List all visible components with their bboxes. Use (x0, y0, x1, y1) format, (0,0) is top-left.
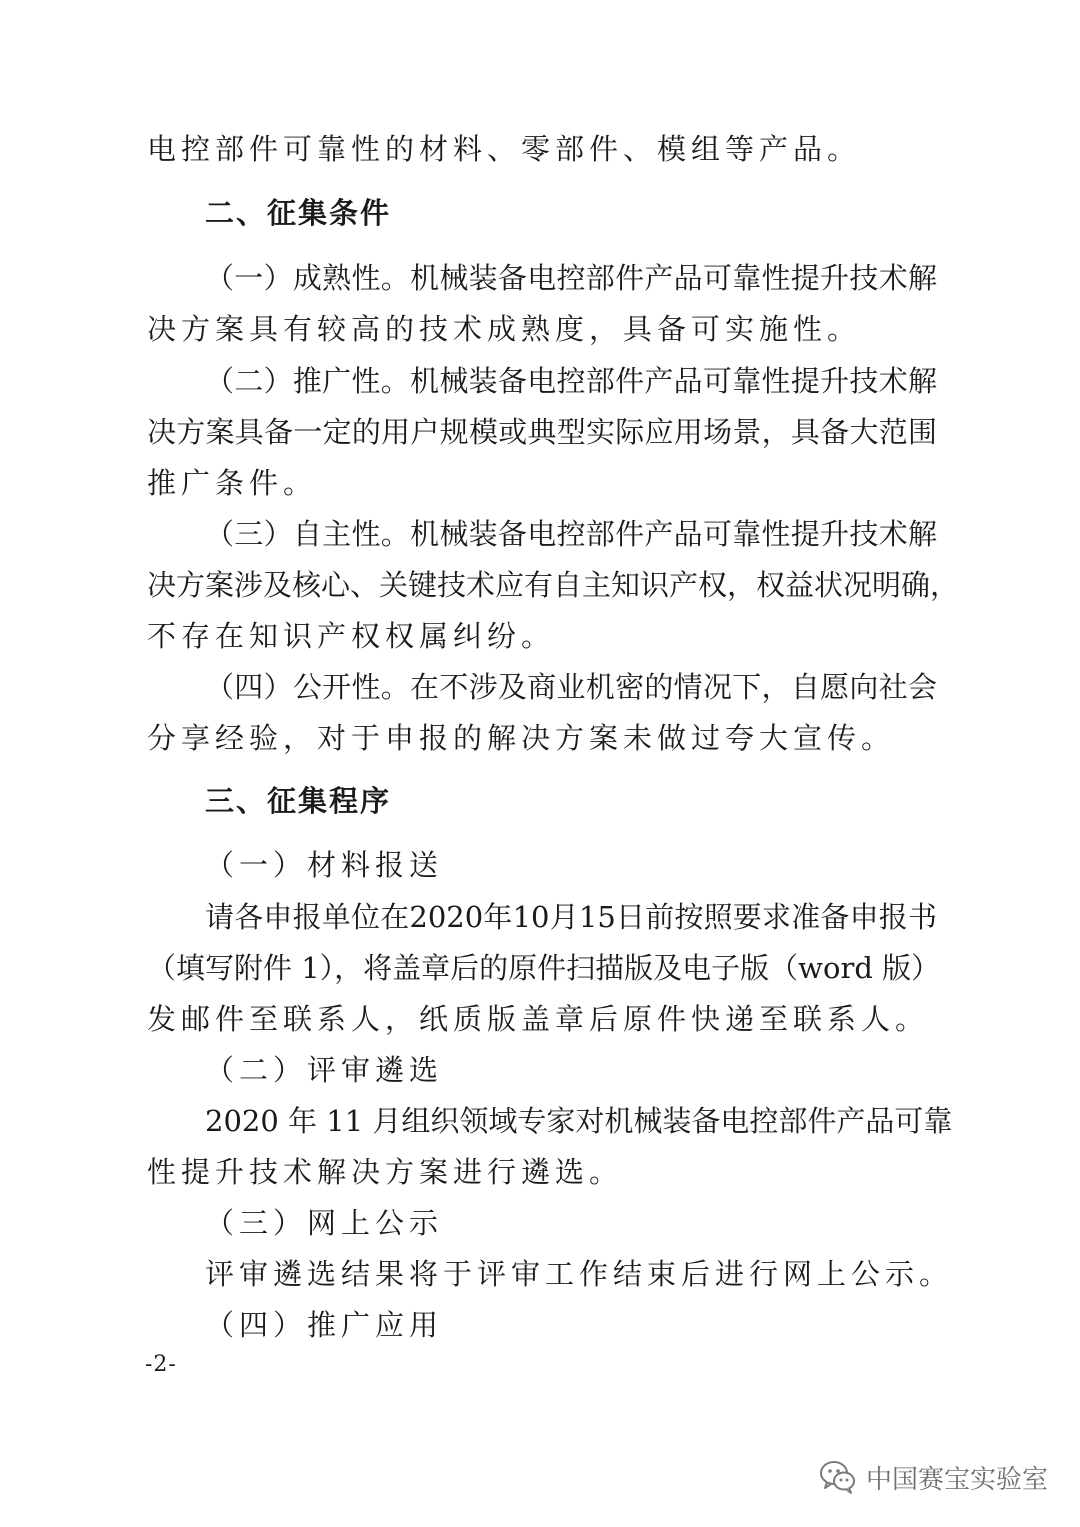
page-number: -2- (145, 1352, 177, 1377)
sub-heading: （一）材料报送 (205, 848, 444, 882)
section-heading: 三、征集程序 (205, 784, 392, 818)
text-line: 请各申报单位在2020年10月15日前按照要求准备申报书 (205, 900, 937, 934)
text-line: （三）自主性。机械装备电控部件产品可靠性提升技术解 (205, 517, 937, 551)
text-line: （一）成熟性。机械装备电控部件产品可靠性提升技术解 (205, 261, 937, 295)
wechat-icon (818, 1457, 858, 1497)
text-line: 电控部件可靠性的材料、零部件、模组等产品。 (147, 132, 862, 166)
text-line: 性提升技术解决方案进行遴选。 (147, 1155, 624, 1189)
section-heading: 二、征集条件 (205, 196, 392, 230)
watermark-text: 中国赛宝实验室 (866, 1464, 1049, 1495)
text-line: （四）公开性。在不涉及商业机密的情况下，自愿向社会 (205, 670, 937, 704)
text-line: 发邮件至联系人，纸质版盖章后原件快递至联系人。 (147, 1002, 930, 1036)
text-line: （二）推广性。机械装备电控部件产品可靠性提升技术解 (205, 364, 937, 398)
sub-heading: （三）网上公示 (205, 1206, 444, 1240)
text-line: 推广条件。 (147, 466, 318, 500)
text-line: 评审遴选结果将于评审工作结束后进行网上公示。 (205, 1257, 954, 1291)
text-line: （填写附件 1），将盖章后的原件扫描版及电子版（word 版） (147, 951, 941, 985)
text-line: 分享经验，对于申报的解决方案未做过夸大宣传。 (147, 721, 896, 755)
sub-heading: （二）评审遴选 (205, 1053, 444, 1087)
text-line: 决方案具有较高的技术成熟度，具备可实施性。 (147, 312, 862, 346)
text-line: 不存在知识产权权属纠纷。 (147, 619, 556, 653)
text-line: 2020 年 11 月组织领域专家对机械装备电控部件产品可靠 (205, 1104, 953, 1138)
text-line: 决方案具备一定的用户规模或典型实际应用场景，具备大范围 (147, 415, 937, 449)
sub-heading: （四）推广应用 (205, 1308, 444, 1342)
text-line: 决方案涉及核心、关键技术应有自主知识产权，权益状况明确， (147, 568, 960, 602)
watermark (818, 1452, 1048, 1502)
